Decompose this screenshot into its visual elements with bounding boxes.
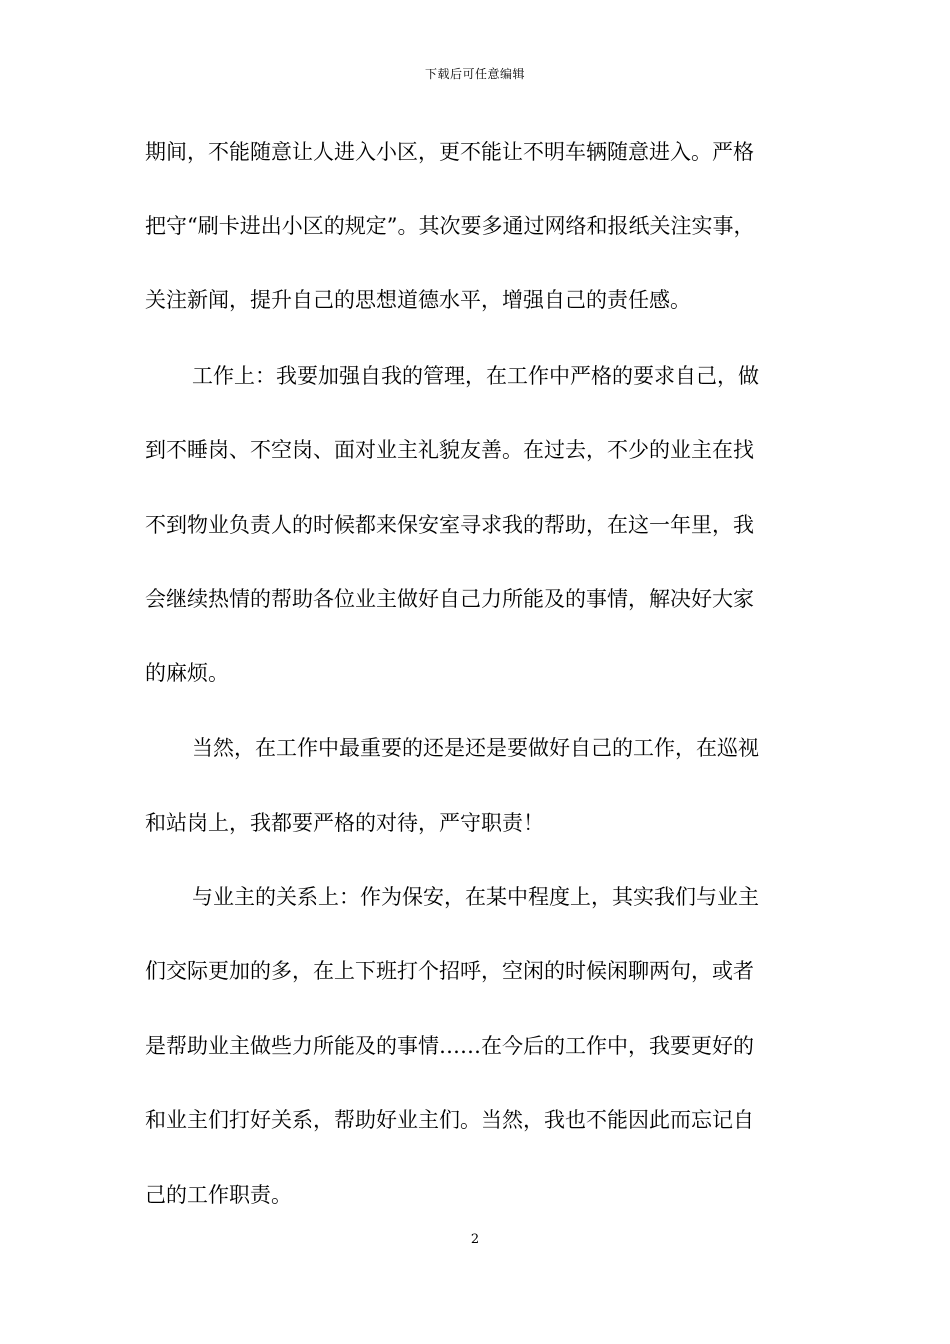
- paragraph-first-line: 与业主的关系上：作为保安，在某中程度上，其实我们与业主: [192, 885, 759, 909]
- text-line: 和站岗上，我都要严格的对待，严守职责！: [145, 811, 544, 835]
- page-number: 2: [470, 1232, 480, 1247]
- text-line: 把守“刷卡进出小区的规定”。其次要多通过网络和报纸关注实事，: [145, 214, 755, 238]
- text-line: 己的工作职责。: [145, 1183, 292, 1207]
- text-line: 和业主们打好关系，帮助好业主们。当然，我也不能因此而忘记自: [145, 1108, 754, 1132]
- text-line: 不到物业负责人的时候都来保安室寻求我的帮助，在这一年里，我: [145, 513, 754, 537]
- text-line: 关注新闻，提升自己的思想道德水平，增强自己的责任感。: [145, 288, 691, 312]
- text-line: 到不睡岗、不空岗、面对业主礼貌友善。在过去，不少的业主在找: [145, 438, 754, 462]
- text-line: 期间，不能随意让人进入小区，更不能让不明车辆随意进入。严格: [145, 140, 754, 164]
- paragraph-first-line: 当然，在工作中最重要的还是还是要做好自己的工作，在巡视: [192, 736, 759, 760]
- text-line: 的麻烦。: [145, 661, 229, 685]
- text-line: 会继续热情的帮助各位业主做好自己力所能及的事情，解决好大家: [145, 587, 754, 611]
- text-line: 们交际更加的多，在上下班打个招呼，空闲的时候闲聊两句，或者: [145, 959, 754, 983]
- text-line: 是帮助业主做些力所能及的事情……在今后的工作中，我要更好的: [145, 1034, 754, 1058]
- paragraph-first-line: 工作上：我要加强自我的管理，在工作中严格的要求自己，做: [192, 364, 759, 388]
- page-header: 下载后可任意编辑: [424, 67, 525, 81]
